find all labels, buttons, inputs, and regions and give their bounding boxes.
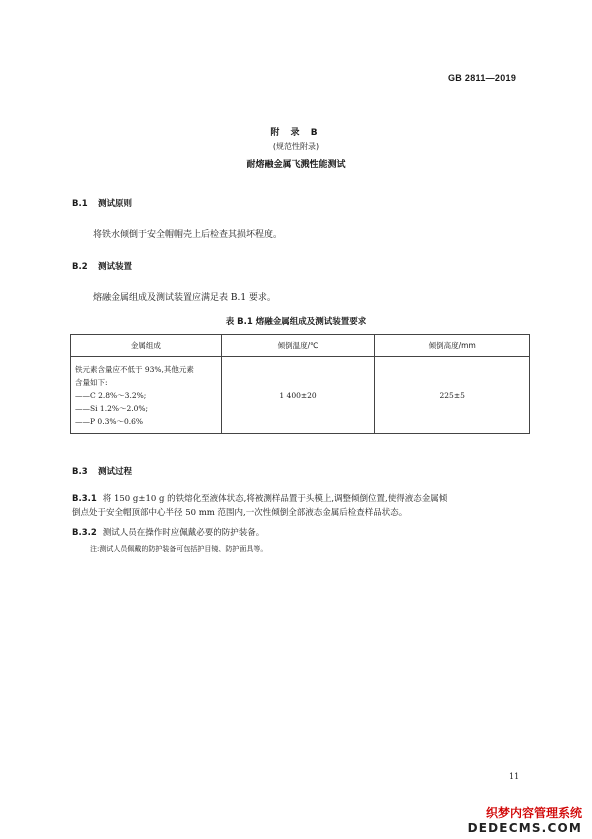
composition-cell (71, 357, 222, 434)
table-header-cell: 金属组成 (71, 335, 222, 357)
table-caption: 表 B.1 熔融金属组成及测试装置要求 (225, 317, 367, 327)
watermark-line1: 织梦内容管理系统 (485, 806, 582, 820)
note: 注:测试人员佩戴的防护装备可包括护目镜、防护面具等。 (90, 545, 268, 553)
section-number: B.3 (72, 467, 88, 477)
section-heading-b2 (72, 260, 132, 272)
section-b1-text: 将铁水倾倒于安全帽帽壳上后检查其损坏程度。 (93, 230, 283, 240)
watermark-line2: DEDECMS.COM (467, 821, 582, 835)
page-number: 11 (509, 772, 520, 781)
composition-line: ——P 0.3%～0.6% (75, 416, 144, 426)
table-header-row (71, 335, 530, 357)
annex-title: 附 录 B (270, 128, 322, 138)
clause-b31 (72, 492, 532, 520)
table-header-cell: 倾倒高度/mm (375, 335, 530, 357)
composition-line: ——C 2.8%～3.2%; (75, 390, 147, 400)
section-b2-text: 熔融金属组成及测试装置应满足表 B.1 要求。 (93, 293, 276, 303)
clause-text-continued: 倒点处于安全帽顶部中心半径 50 mm 范围内,一次性倾倒全部液态金属后检查样品状态。 (72, 508, 408, 518)
section-title: 测试原则 (98, 199, 133, 209)
clause-text: 测试人员在操作时应佩戴必要的防护装备。 (102, 528, 265, 538)
clause-number: B.3.1 (72, 494, 97, 504)
section-title: 测试过程 (98, 467, 133, 477)
annex-type: (规范性附录) (272, 142, 320, 151)
section-number: B.1 (72, 199, 88, 209)
section-heading-b1 (72, 197, 132, 209)
section-title: 测试装置 (98, 262, 133, 272)
annex-name: 耐熔融金属飞溅性能测试 (246, 160, 346, 170)
section-heading-b3 (72, 465, 132, 477)
standard-code: GB 2811—2019 (448, 73, 517, 83)
clause-b32 (72, 526, 264, 540)
watermark (468, 806, 582, 836)
table-header-cell: 倾倒温度/℃ (221, 335, 375, 357)
height-cell: 225±5 (375, 357, 530, 434)
clause-text: 将 150 g±10 g 的铁熔化至液体状态,将被测样品置于头模上,调整倾倒位置,使得液态金属倾 (102, 494, 448, 504)
section-number: B.2 (72, 262, 88, 272)
spec-table (70, 334, 530, 434)
composition-line: ——Si 1.2%～2.0%; (75, 403, 149, 413)
temperature-cell: 1 400±20 (221, 357, 375, 434)
table-row (71, 357, 530, 434)
clause-number: B.3.2 (72, 528, 97, 538)
composition-line: 含量如下: (75, 377, 108, 387)
composition-line: 铁元素含量应不低于 93%,其他元素 (75, 364, 194, 374)
